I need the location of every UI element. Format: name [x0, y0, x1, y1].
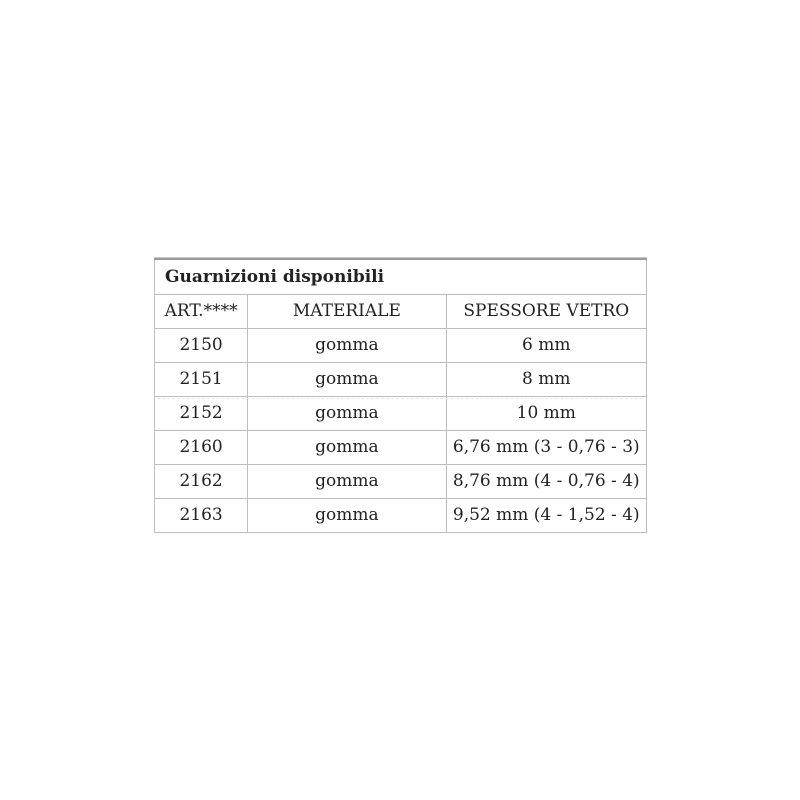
table-row: [155, 363, 647, 397]
table-header-row: [155, 295, 647, 329]
scan-artifact-line: [157, 398, 643, 399]
table-row: [155, 397, 647, 431]
table-row: [155, 431, 647, 465]
cell-art: 2151: [155, 363, 248, 397]
table-title-row: [155, 259, 647, 295]
table-row: [155, 329, 647, 363]
gaskets-table-container: [154, 257, 647, 533]
cell-materiale: gomma: [248, 499, 446, 533]
cell-art: 2160: [155, 431, 248, 465]
cell-art: 2163: [155, 499, 248, 533]
cell-spessore: 10 mm: [446, 397, 646, 431]
table-title: Guarnizioni disponibili: [155, 259, 647, 295]
cell-spessore: 6 mm: [446, 329, 646, 363]
gaskets-table: [154, 258, 647, 533]
cell-materiale: gomma: [248, 431, 446, 465]
cell-art: 2152: [155, 397, 248, 431]
cell-materiale: gomma: [248, 329, 446, 363]
cell-art: 2162: [155, 465, 248, 499]
header-art: ART.****: [155, 295, 248, 329]
header-spessore-vetro: SPESSORE VETRO: [446, 295, 646, 329]
cell-materiale: gomma: [248, 397, 446, 431]
cell-spessore: 8,76 mm (4 - 0,76 - 4): [446, 465, 646, 499]
header-materiale: MATERIALE: [248, 295, 446, 329]
cell-materiale: gomma: [248, 363, 446, 397]
cell-spessore: 6,76 mm (3 - 0,76 - 3): [446, 431, 646, 465]
table-row: [155, 465, 647, 499]
cell-materiale: gomma: [248, 465, 446, 499]
table-row: [155, 499, 647, 533]
cell-spessore: 9,52 mm (4 - 1,52 - 4): [446, 499, 646, 533]
cell-art: 2150: [155, 329, 248, 363]
cell-spessore: 8 mm: [446, 363, 646, 397]
